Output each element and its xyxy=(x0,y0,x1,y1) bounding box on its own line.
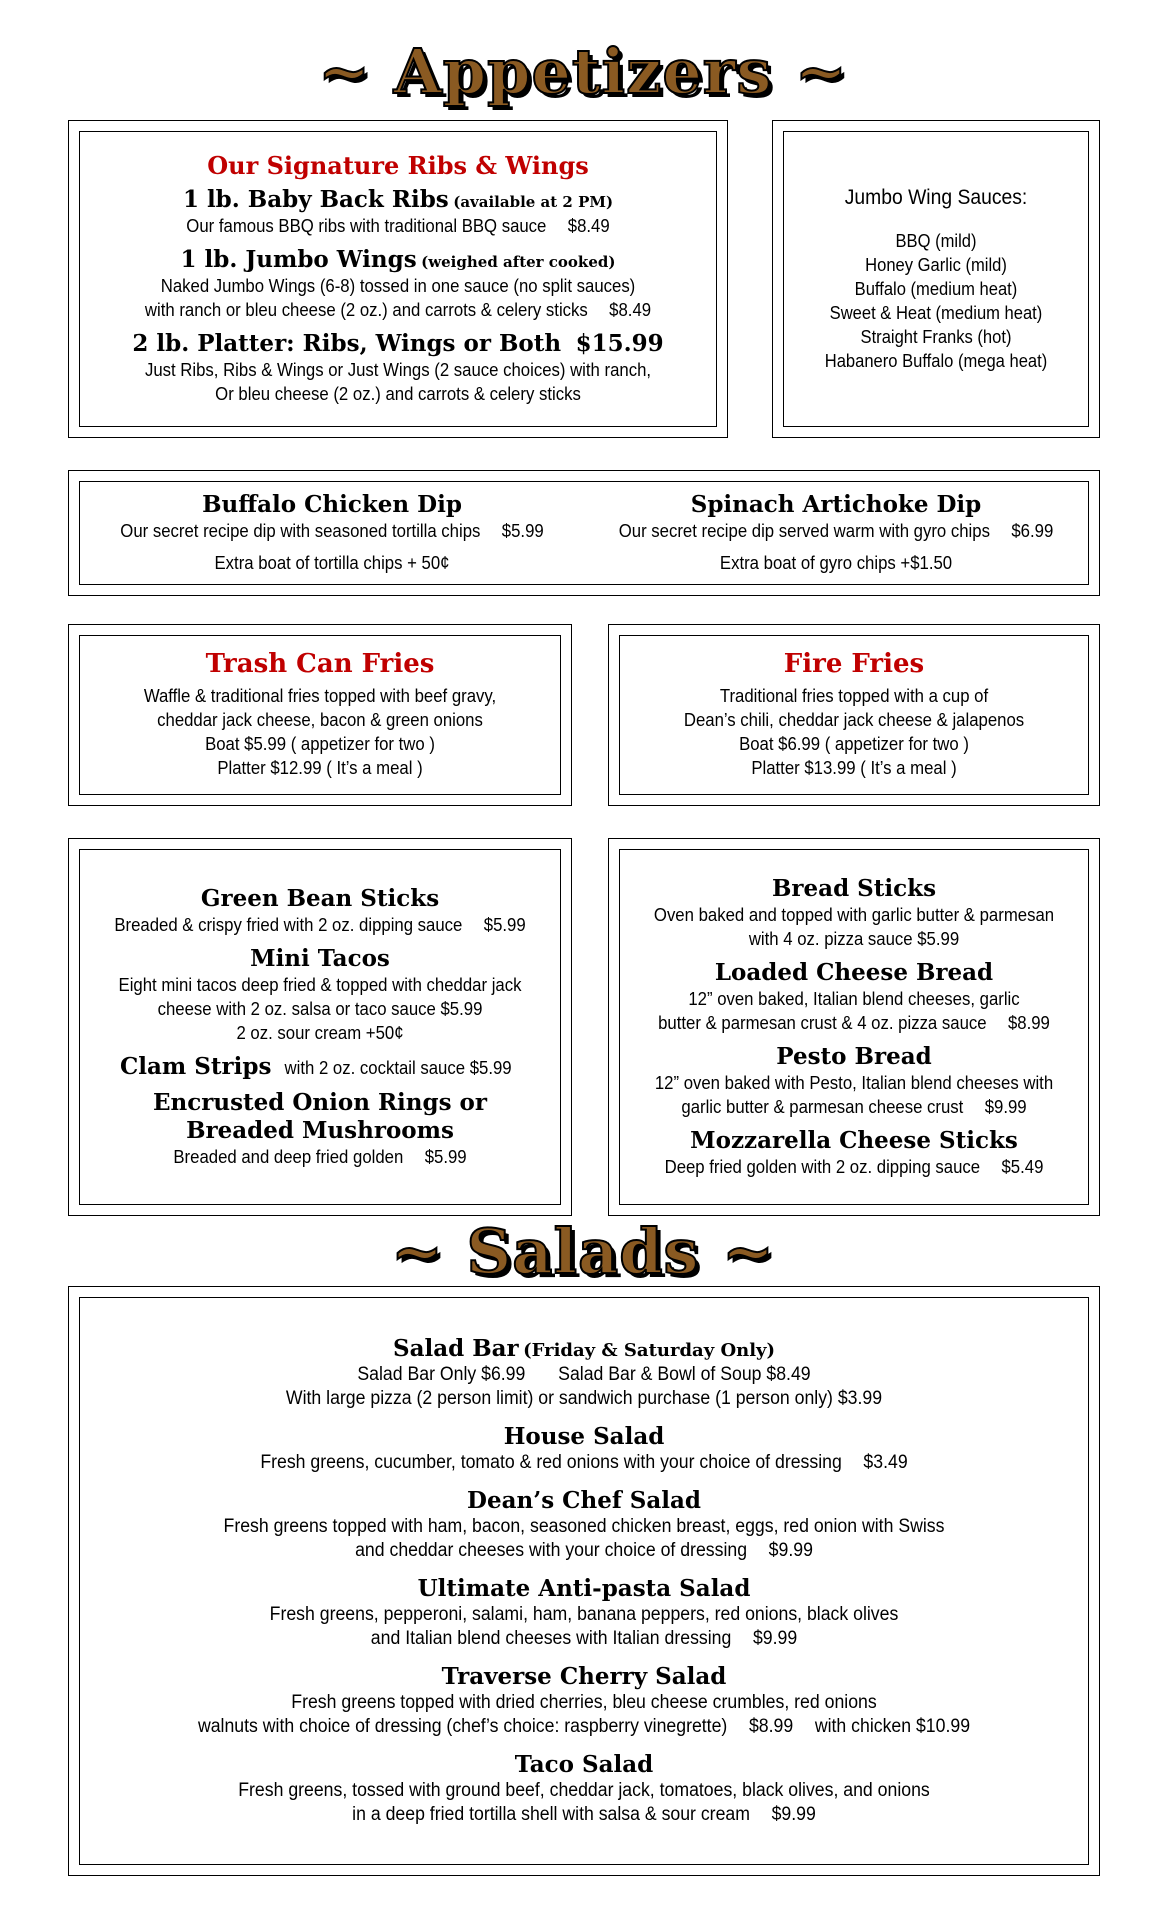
onion-rings-title-1: Encrusted Onion Rings or xyxy=(152,1089,488,1116)
taco-salad-title: Taco Salad xyxy=(514,1751,654,1778)
platter-desc-2: Or bleu cheese (2 oz.) and carrots & celery sticks xyxy=(215,384,581,404)
spinach-dip-extra: Extra boat of gyro chips +$1.50 xyxy=(719,553,953,573)
cherry-salad-desc-1: Fresh greens topped with dried cherries, bleu cheese crumbles, red onions xyxy=(291,1692,877,1713)
trash-fries-platter: Platter $12.99 ( It’s a meal ) xyxy=(217,758,423,778)
sauce-item: Sweet & Heat (medium heat) xyxy=(829,303,1043,323)
sides-right-box xyxy=(608,838,1100,1216)
chef-salad-desc-1: Fresh greens topped with ham, bacon, seasoned chicken breast, eggs, red onion with Swiss xyxy=(223,1516,945,1537)
house-salad-title: House Salad xyxy=(503,1423,665,1450)
sides-right-inner xyxy=(619,849,1089,1205)
trash-fries-desc-1: Waffle & traditional fries topped with beef gravy, xyxy=(143,686,497,706)
ribs-desc-line xyxy=(102,214,693,238)
trash-fries-title: Trash Can Fries xyxy=(205,649,435,679)
ribs-name: 1 lb. Baby Back Ribs xyxy=(182,186,449,213)
wings-desc-line-2 xyxy=(102,298,693,322)
spinach-dip-title: Spinach Artichoke Dip xyxy=(690,491,982,518)
salads-inner xyxy=(79,1297,1089,1865)
buffalo-dip xyxy=(80,491,584,575)
taco-salad-desc-line-2 xyxy=(115,1803,1052,1827)
salad-bar-soup: Salad Bar & Bowl of Soup $8.49 xyxy=(558,1364,811,1385)
mozzarella-sticks-desc: Deep fried golden with 2 oz. dipping sauce xyxy=(664,1157,981,1177)
bread-sticks-desc-1: Oven baked and topped with garlic butter & parmesan xyxy=(653,905,1055,925)
pesto-bread-price: $9.99 xyxy=(984,1097,1027,1117)
sauce-item: Buffalo (medium heat) xyxy=(854,279,1018,299)
buffalo-dip-extra: Extra boat of tortilla chips + 50¢ xyxy=(214,553,450,573)
mozzarella-sticks-price: $5.49 xyxy=(1001,1157,1044,1177)
chef-salad-title: Dean’s Chef Salad xyxy=(467,1487,701,1514)
house-salad-desc-line xyxy=(115,1451,1052,1475)
wings-price: $8.49 xyxy=(609,300,652,320)
buffalo-dip-title: Buffalo Chicken Dip xyxy=(202,491,462,518)
green-bean-title: Green Bean Sticks xyxy=(200,885,440,912)
spinach-dip-desc-line xyxy=(602,519,1071,543)
loaded-cheese-bread-desc-1: 12” oven baked, Italian blend cheeses, garlic xyxy=(688,989,1020,1009)
bread-sticks-title: Bread Sticks xyxy=(771,875,937,902)
sides-left-inner xyxy=(79,849,561,1205)
antipasta-salad-price: $9.99 xyxy=(752,1628,798,1649)
sauces-title: Jumbo Wing Sauces: xyxy=(844,186,1028,209)
mozzarella-sticks-desc-line xyxy=(636,1155,1071,1179)
salad-bar-addon: With large pizza (2 person limit) or sandwich purchase (1 person only) $3.99 xyxy=(285,1388,883,1409)
salads-box xyxy=(68,1286,1100,1876)
onion-rings-desc: Breaded and deep fried golden xyxy=(173,1147,404,1167)
trash-fries-desc-2: cheddar jack cheese, bacon & green onions xyxy=(157,710,483,730)
fire-fries-platter: Platter $13.99 ( It’s a meal ) xyxy=(751,758,957,778)
chef-salad-desc-2: and cheddar cheeses with your choice of dressing xyxy=(355,1540,748,1561)
antipasta-salad-desc-line-2 xyxy=(115,1627,1052,1651)
salad-bar-note: (Friday & Saturday Only) xyxy=(523,1340,776,1361)
house-salad-desc: Fresh greens, cucumber, tomato & red onions with your choice of dressing xyxy=(260,1452,842,1473)
onion-rings-price: $5.99 xyxy=(424,1147,467,1167)
cherry-salad-price: $8.99 xyxy=(748,1716,794,1737)
green-bean-price: $5.99 xyxy=(483,915,526,935)
mini-tacos-desc-2: cheese with 2 oz. salsa or taco sauce $5.99 xyxy=(157,999,483,1019)
antipasta-salad-desc-1: Fresh greens, pepperoni, salami, ham, banana peppers, red onions, black olives xyxy=(269,1604,899,1625)
green-bean-desc: Breaded & crispy fried with 2 oz. dipping sauce xyxy=(114,915,463,935)
trash-fries-box xyxy=(68,624,572,806)
cherry-salad-desc-line-2 xyxy=(115,1715,1052,1739)
sauce-item: Honey Garlic (mild) xyxy=(865,255,1007,275)
pesto-bread-desc-2: garlic butter & parmesan cheese crust xyxy=(681,1097,964,1117)
buffalo-dip-price: $5.99 xyxy=(501,521,544,541)
platter-desc-1: Just Ribs, Ribs & Wings or Just Wings (2 sauce choices) with ranch, xyxy=(144,360,652,380)
wings-heading xyxy=(80,246,716,274)
pesto-bread-title: Pesto Bread xyxy=(776,1043,932,1070)
pesto-bread-desc-line-2 xyxy=(636,1095,1071,1119)
ribs-note: (available at 2 PM) xyxy=(453,193,614,211)
onion-rings-desc-line xyxy=(97,1145,543,1169)
buffalo-dip-desc: Our secret recipe dip with seasoned tortilla chips xyxy=(120,521,481,541)
mini-tacos-desc-3: 2 oz. sour cream +50¢ xyxy=(236,1023,404,1043)
taco-salad-desc-1: Fresh greens, tossed with ground beef, cheddar jack, tomatoes, black olives, and onions xyxy=(238,1780,930,1801)
antipasta-salad-title: Ultimate Anti-pasta Salad xyxy=(417,1575,751,1602)
taco-salad-price: $9.99 xyxy=(771,1804,816,1825)
sides-left-box xyxy=(68,838,572,1216)
wings-desc-1: Naked Jumbo Wings (6-8) tossed in one sauce (no split sauces) xyxy=(160,276,636,296)
wings-name: 1 lb. Jumbo Wings xyxy=(180,246,417,273)
cherry-salad-desc-2: walnuts with choice of dressing (chef’s choice: raspberry vinegrette) xyxy=(197,1716,728,1737)
clam-strips-line xyxy=(80,1053,560,1081)
salad-bar-only: Salad Bar Only $6.99 xyxy=(357,1364,526,1385)
sauces-inner xyxy=(783,131,1089,427)
fire-fries-boat: Boat $6.99 ( appetizer for two ) xyxy=(739,734,969,754)
chef-salad-price: $9.99 xyxy=(768,1540,813,1561)
clam-strips-title: Clam Strips xyxy=(119,1053,272,1080)
appetizers-heading: ~ Appetizers ~ xyxy=(318,35,848,108)
fire-fries-desc-2: Dean’s chili, cheddar jack cheese & jalapenos xyxy=(683,710,1025,730)
buffalo-dip-desc-line xyxy=(98,519,567,543)
salad-bar-prices xyxy=(115,1363,1052,1387)
salad-bar-title: Salad Bar xyxy=(392,1335,519,1362)
signature-title: Our Signature Ribs & Wings xyxy=(207,151,589,180)
platter-name: 2 lb. Platter: Ribs, Wings or Both xyxy=(132,330,562,357)
fire-fries-box xyxy=(608,624,1100,806)
mini-tacos-desc-1: Eight mini tacos deep fried & topped with cheddar jack xyxy=(118,975,522,995)
cherry-salad-title: Traverse Cherry Salad xyxy=(441,1663,727,1690)
cherry-salad-chicken-price: with chicken $10.99 xyxy=(814,1716,971,1737)
salads-heading: ~ Salads ~ xyxy=(391,1215,775,1288)
spinach-dip xyxy=(584,491,1088,575)
salad-bar-heading xyxy=(80,1335,1088,1363)
mini-tacos-title: Mini Tacos xyxy=(250,945,390,972)
mozzarella-sticks-title: Mozzarella Cheese Sticks xyxy=(690,1127,1018,1154)
ribs-price: $8.49 xyxy=(567,216,610,236)
dips-inner xyxy=(79,481,1089,585)
antipasta-salad-desc-2: and Italian blend cheeses with Italian dressing xyxy=(370,1628,732,1649)
dips-box xyxy=(68,470,1100,596)
platter-price: $15.99 xyxy=(575,330,664,357)
sauce-item: Straight Franks (hot) xyxy=(860,327,1012,347)
wings-note: (weighed after cooked) xyxy=(421,253,616,271)
sauce-item: BBQ (mild) xyxy=(895,231,977,251)
green-bean-desc-line xyxy=(97,913,543,937)
wings-desc-2: with ranch or bleu cheese (2 oz.) and carrots & celery sticks xyxy=(144,300,588,320)
trash-fries-boat: Boat $5.99 ( appetizer for two ) xyxy=(205,734,435,754)
trash-fries-inner xyxy=(79,635,561,795)
ribs-desc: Our famous BBQ ribs with traditional BBQ sauce xyxy=(186,216,547,236)
fire-fries-title: Fire Fries xyxy=(783,649,925,679)
platter-heading xyxy=(80,330,716,358)
signature-inner xyxy=(79,131,717,427)
sauces-box xyxy=(772,120,1100,438)
loaded-cheese-bread-desc-2: butter & parmesan crust & 4 oz. pizza sauce xyxy=(658,1013,987,1033)
spinach-dip-desc: Our secret recipe dip served warm with gyro chips xyxy=(618,521,990,541)
sauce-item: Habanero Buffalo (mega heat) xyxy=(824,351,1048,371)
loaded-cheese-bread-desc-line-2 xyxy=(636,1011,1071,1035)
onion-rings-title-2: Breaded Mushrooms xyxy=(186,1117,454,1144)
signature-box xyxy=(68,120,728,438)
fire-fries-desc-1: Traditional fries topped with a cup of xyxy=(719,686,989,706)
spinach-dip-price: $6.99 xyxy=(1011,521,1054,541)
house-salad-price: $3.49 xyxy=(863,1452,908,1473)
pesto-bread-desc-1: 12” oven baked with Pesto, Italian blend cheeses with xyxy=(654,1073,1054,1093)
chef-salad-desc-line-2 xyxy=(115,1539,1052,1563)
taco-salad-desc-2: in a deep fried tortilla shell with salsa & sour cream xyxy=(352,1804,750,1825)
ribs-heading xyxy=(80,186,716,214)
loaded-cheese-bread-title: Loaded Cheese Bread xyxy=(714,959,994,986)
clam-strips-desc: with 2 oz. cocktail sauce $5.99 xyxy=(284,1058,512,1078)
loaded-cheese-bread-price: $8.99 xyxy=(1007,1013,1050,1033)
fire-fries-inner xyxy=(619,635,1089,795)
bread-sticks-desc-2: with 4 oz. pizza sauce $5.99 xyxy=(748,929,960,949)
